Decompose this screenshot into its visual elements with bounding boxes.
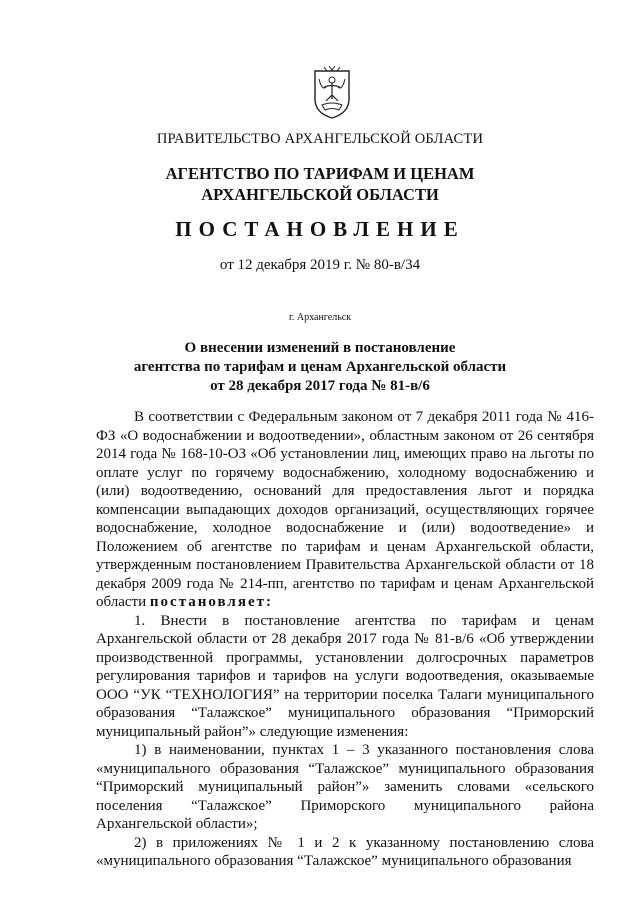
agency-name-line2: АРХАНГЕЛЬСКОЙ ОБЛАСТИ	[201, 185, 439, 204]
subject-line3: от 28 декабря 2017 года № 81-в/6	[210, 378, 430, 394]
agency-name-line1: АГЕНТСТВО ПО ТАРИФАМ И ЦЕНАМ	[165, 164, 475, 183]
resolves-keyword: постановляет:	[149, 594, 273, 610]
document-body	[96, 408, 594, 871]
body-paragraph: 1. Внести в постановление агентства по тарифам и ценам Архангельской области от 28 декабря 2017 года № 81-в/6 «Об утверждении производственной программы, установлении долгосрочных параметров регулирования тарифов и тарифов на услуги водоотведения, оказываемые ООО “УК “ТЕХНОЛОГИЯ” на территории поселка Талаги муниципального образования “Талажское” муниципального образования “Приморский муниципальный район”» следующие изменения:	[96, 612, 594, 740]
government-name: ПРАВИТЕЛЬСТВО АРХАНГЕЛЬСКОЙ ОБЛАСТИ	[156, 131, 484, 147]
coat-of-arms-icon	[312, 65, 352, 119]
subject-line1: О внесении изменений в постановление	[184, 340, 456, 356]
body-paragraph: 1) в наименовании, пунктах 1 – 3 указанного постановления слова «муниципального образования “Талажское” муниципального образования “Приморский муниципальный район”» заменить словами «сельского поселения “Талажское” Приморского муниципального района Архангельской области»;	[96, 742, 594, 832]
body-paragraph: 2) в приложениях № 1 и 2 к указанному постановлению слова «муниципального образования “Талажское” муниципального образования	[96, 834, 594, 869]
subject-line2: агентства по тарифам и ценам Архангельской области	[133, 359, 507, 375]
preamble-text: В соответствии с Федеральным законом от 7 декабря 2011 года № 416-ФЗ «О водоснабжении и водоотведении», областным законом от 26 сентября 2014 года № 168-10-ОЗ «Об установлении лиц, имеющих право на льготы по оплате услуг по горячему водоснабжению, холодному водоснабжению и (или) водоотведению, оснований для предоставления льгот и порядка компенсации выпадающих доходов организаций, осуществляющих горячее водоснабжение, холодное водоснабжение и (или) водоотведение» и Положением об агентстве по тарифам и ценам Архангельской области, утвержденным постановлением Правительства Архангельской области от 18 декабря 2009 года № 214-пп, агентство по тарифам и ценам Архангельской области	[96, 409, 594, 610]
issuing-city: г. Архангельск	[288, 312, 352, 323]
document-type-title: ПОСТАНОВЛЕНИЕ	[175, 217, 465, 241]
decree-subject	[0, 339, 640, 396]
body-paragraph	[96, 408, 594, 612]
agency-name	[0, 163, 640, 205]
decree-date-number: от 12 декабря 2019 г. № 80-в/34	[219, 257, 421, 273]
